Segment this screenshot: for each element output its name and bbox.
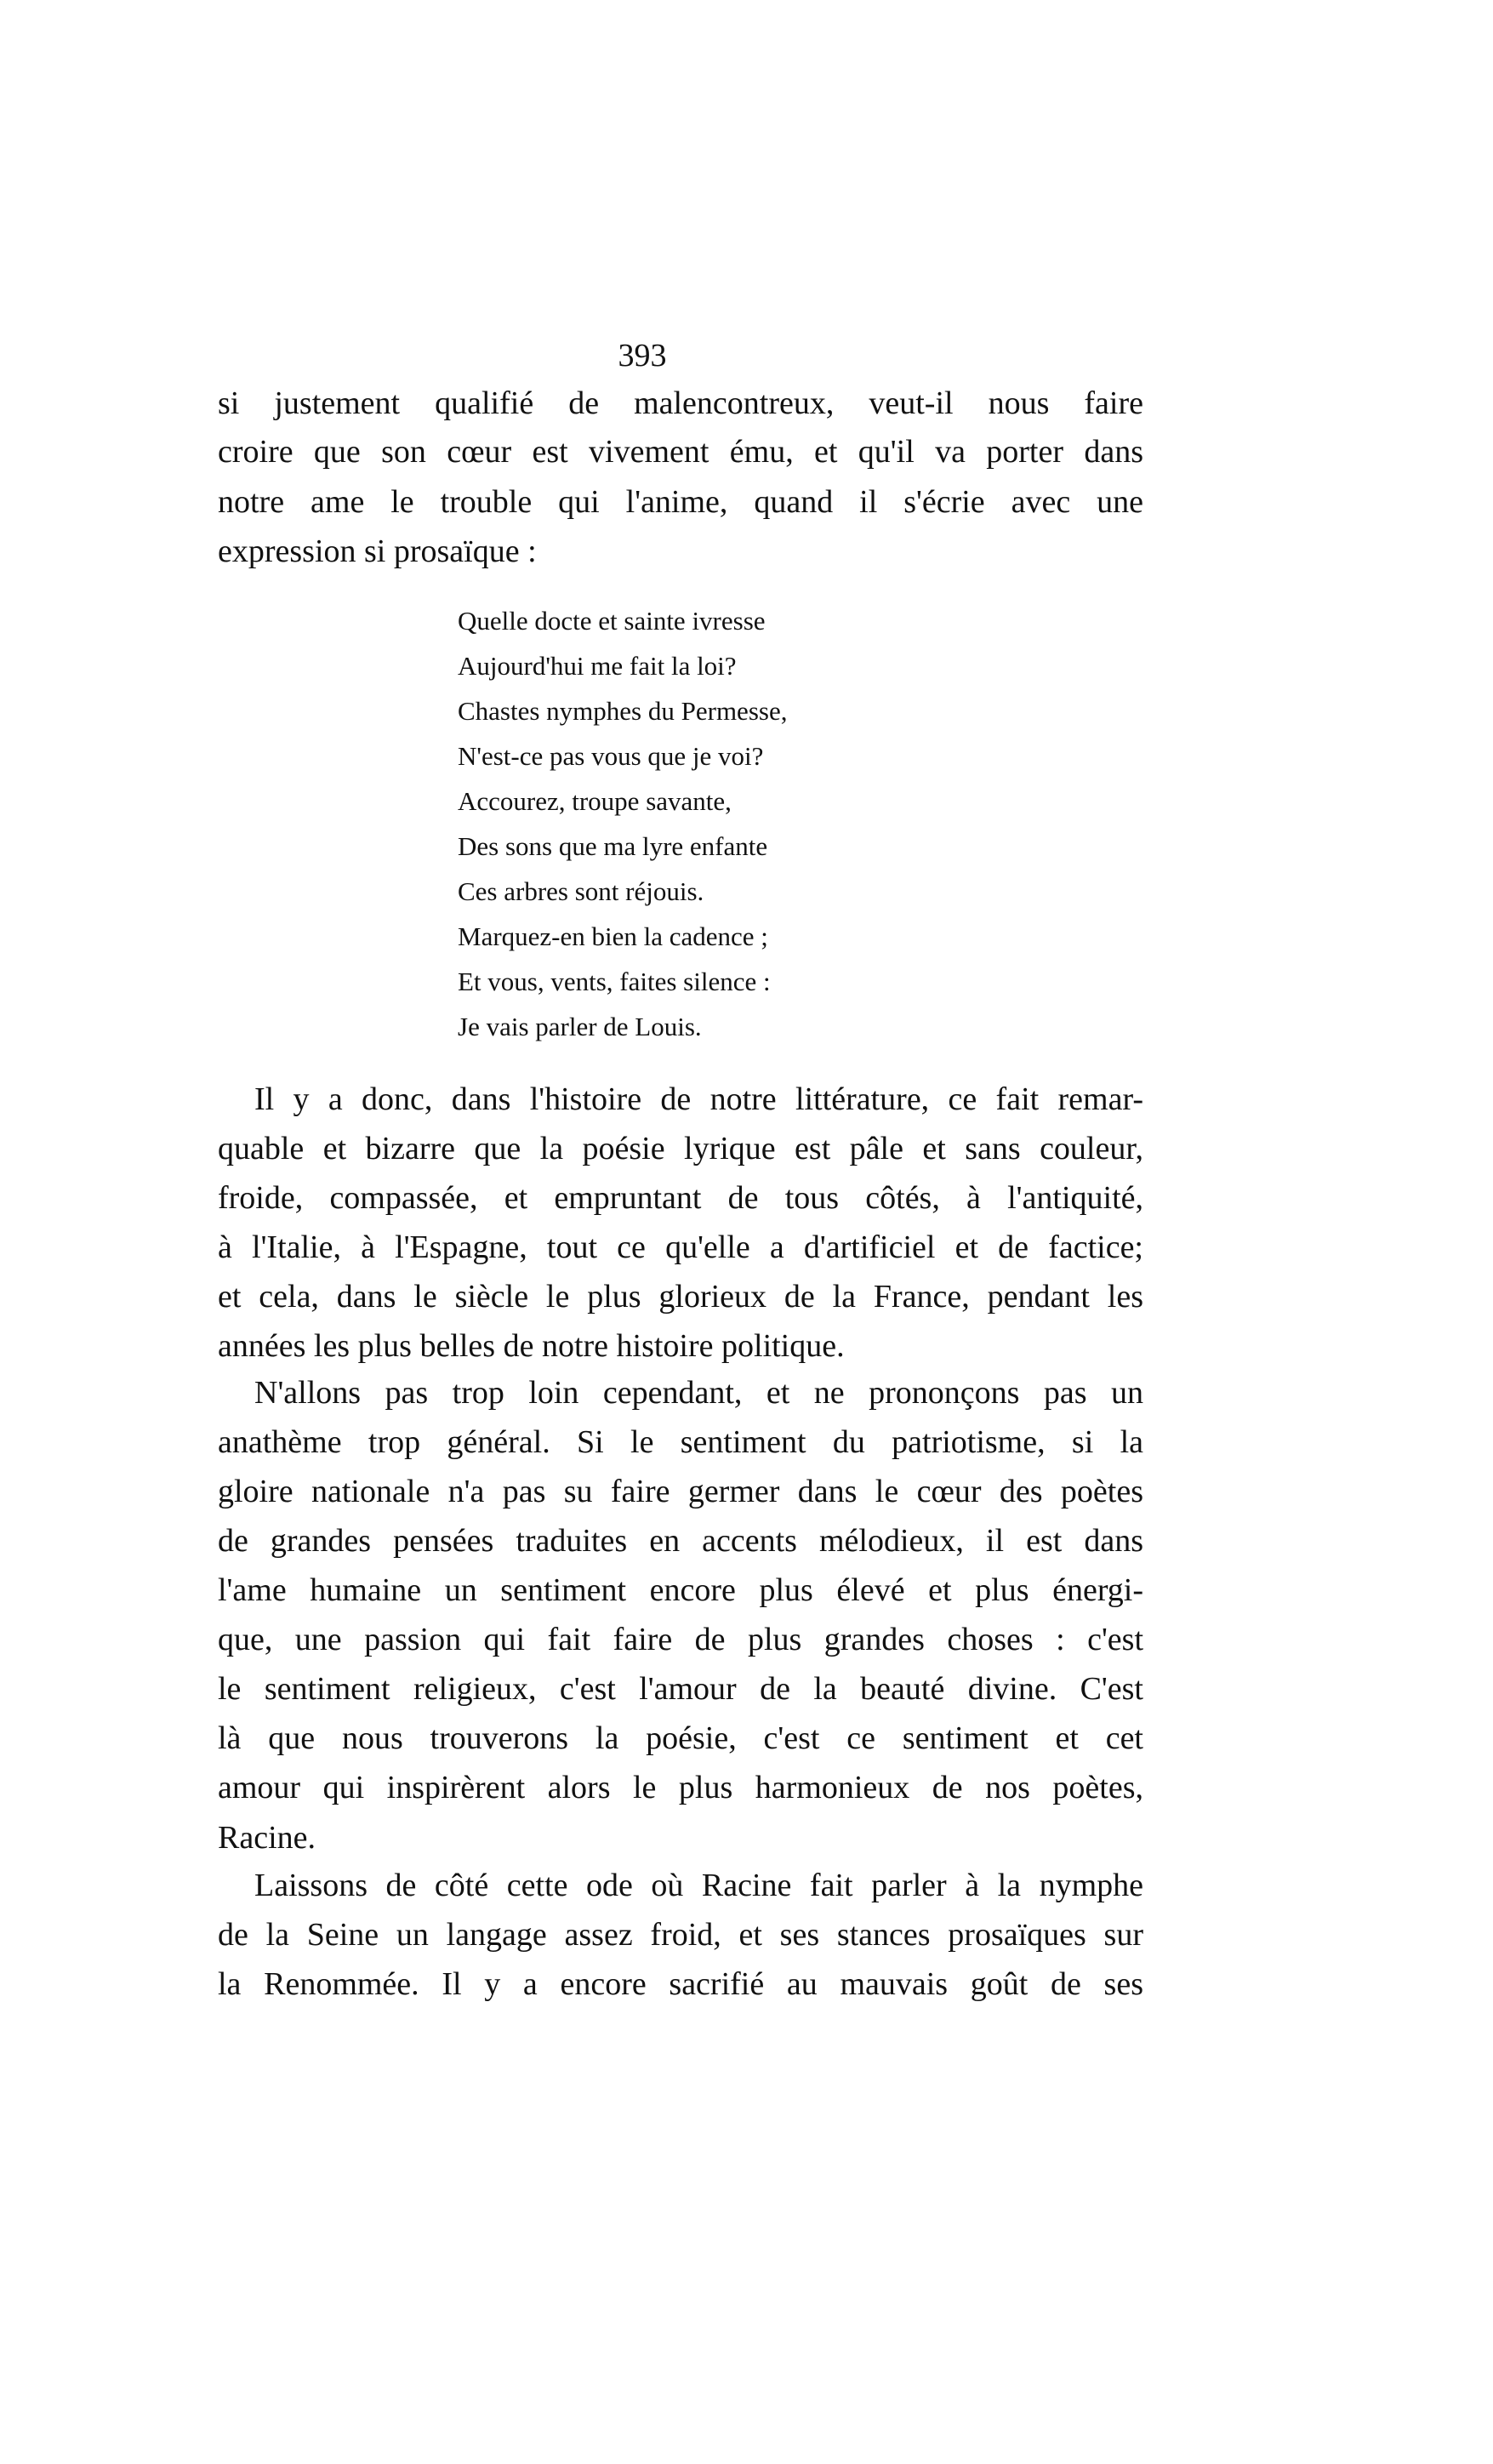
poem-line: Chastes nymphes du Permesse, — [458, 696, 788, 726]
text-line: là que nous trouverons la poésie, c'est ce sentiment et cet — [218, 1720, 1143, 1756]
text-line: notre ame le trouble qui l'anime, quand il s'écrie avec une — [218, 484, 1143, 520]
poem-line: Et vous, vents, faites silence : — [458, 967, 771, 996]
text-line: amour qui inspirèrent alors le plus harmonieux de nos poètes, — [218, 1770, 1143, 1805]
text-line: de la Seine un langage assez froid, et ses stances prosaïques sur — [218, 1917, 1143, 1953]
poem-line: N'est-ce pas vous que je voi? — [458, 741, 764, 771]
text-line: expression si prosaïque : — [218, 533, 537, 569]
text-line: années les plus belles de notre histoire politique. — [218, 1328, 845, 1364]
text-line: N'allons pas trop loin cependant, et ne prononçons pas un — [254, 1375, 1143, 1411]
poem-line: Accourez, troupe savante, — [458, 786, 732, 816]
text-line: l'ame humaine un sentiment encore plus élevé et plus énergi- — [218, 1572, 1143, 1608]
text-line: si justement qualifié de malencontreux, veut-il nous faire — [218, 385, 1143, 421]
text-line: la Renommée. Il y a encore sacrifié au mauvais goût de ses — [218, 1966, 1143, 2002]
poem-line: Des sons que ma lyre enfante — [458, 831, 768, 861]
text-line: et cela, dans le siècle le plus glorieux de la France, pendant les — [218, 1279, 1143, 1315]
text-line: Racine. — [218, 1820, 316, 1856]
text-line: quable et bizarre que la poésie lyrique est pâle et sans couleur, — [218, 1131, 1143, 1166]
poem-line: Quelle docte et sainte ivresse — [458, 606, 766, 636]
text-line: de grandes pensées traduites en accents mélodieux, il est dans — [218, 1523, 1143, 1559]
text-line: que, une passion qui fait faire de plus grandes choses : c'est — [218, 1622, 1143, 1657]
text-line: croire que son cœur est vivement ému, et qu'il va porter dans — [218, 434, 1143, 470]
page-number: 393 — [618, 338, 667, 374]
poem-line: Marquez-en bien la cadence ; — [458, 921, 768, 951]
text-line: le sentiment religieux, c'est l'amour de la beauté divine. C'est — [218, 1671, 1143, 1707]
poem-line: Aujourd'hui me fait la loi? — [458, 651, 737, 681]
text-line: Laissons de côté cette ode où Racine fait parler à la nymphe — [254, 1868, 1143, 1903]
poem-line: Je vais parler de Louis. — [458, 1012, 702, 1041]
text-line: gloire nationale n'a pas su faire germer dans le cœur des poètes — [218, 1474, 1143, 1509]
text-line: anathème trop général. Si le sentiment du patriotisme, si la — [218, 1424, 1143, 1460]
poem-line: Ces arbres sont réjouis. — [458, 876, 704, 906]
text-line: à l'Italie, à l'Espagne, tout ce qu'elle a d'artificiel et de factice; — [218, 1229, 1143, 1265]
text-line: Il y a donc, dans l'histoire de notre littérature, ce fait remar- — [254, 1081, 1143, 1117]
text-line: froide, compassée, et empruntant de tous côtés, à l'antiquité, — [218, 1180, 1143, 1216]
